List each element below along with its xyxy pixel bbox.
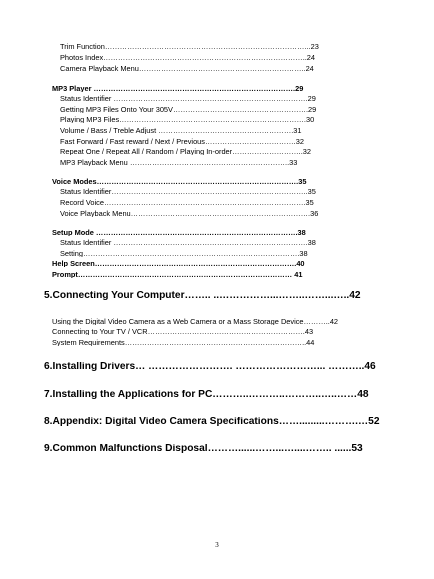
toc-entry: Connecting to Your TV / VCR……………………………………………………….43 [52, 328, 314, 336]
toc-section-heading: Prompt…………………………………………………………………………… 41 [52, 271, 303, 279]
toc-chapter-heading: 9.Common Malfunctions Disposal………......……...…....…….. ......53 [44, 444, 363, 454]
toc-entry: Trim Function………………………………………………………………………...23 [60, 43, 319, 51]
toc-entry: Status Identifier …………………………………………………………………….29 [60, 95, 316, 103]
toc-chapter-heading: 7.Installing the Applications for PC………..………..………..…..……48 [44, 390, 369, 400]
toc-entry: MP3 Playback Menu ………………………………………………………..33 [60, 159, 298, 167]
toc-chapter-heading: 6.Installing Drivers… ……………………. ……………………... ………..46 [44, 362, 376, 372]
toc-entry: Record Voice……………………………………………………………………….35 [60, 199, 314, 207]
toc-entry: Getting MP3 Files Onto Your 305V……………………………………………….29 [60, 106, 317, 114]
toc-section-heading: MP3 Player ……………………………………………………………………….29 [52, 85, 304, 93]
toc-entry: Fast Forward / Fast reward / Next / Previous……………………………….32 [60, 138, 304, 146]
toc-chapter-heading: 8.Appendix: Digital Video Camera Specifications…….........……….…52 [44, 417, 380, 427]
toc-entry: Playing MP3 Files………………………………………………………………….30 [60, 116, 315, 124]
toc-entry: Status Identifier …………………………………………………………………….38 [60, 239, 316, 247]
page-number: 3 [215, 541, 219, 549]
toc-entry: Setting…………………………………………………………………………….38 [60, 250, 308, 258]
toc-section-heading: Setup Mode ……………………………………………………………………….38 [52, 229, 306, 237]
toc-entry: Photos Index………………………………………………………………………..24 [60, 54, 316, 62]
toc-entry: Using the Digital Video Camera as a Web Camera or a Mass Storage Device………..42 [52, 318, 339, 326]
toc-entry: Camera Playback Menu…………………………………………………………..24 [60, 65, 314, 73]
toc-entry: Status Identifier……………………………………………………………………..35 [60, 188, 316, 196]
toc-entry: System Requirements………………………………………………………………..44 [52, 339, 315, 347]
toc-section-heading: Help Screen……………………………………………………………………….40 [52, 260, 305, 268]
toc-section-heading: Voice Modes……………………………………………………………………….35 [52, 178, 307, 186]
toc-entry: Volume / Bass / Treble Adjust ……………………………………………….31 [60, 127, 302, 135]
toc-entry: Repeat One / Repeat All / Random / Playing In-order………………………..32 [60, 148, 311, 156]
toc-entry: Voice Playback Menu……………………………………………………………….36 [60, 210, 319, 218]
toc-chapter-heading: 5.Connecting Your Computer…….. ..……………...……..……...…..42 [44, 291, 361, 301]
